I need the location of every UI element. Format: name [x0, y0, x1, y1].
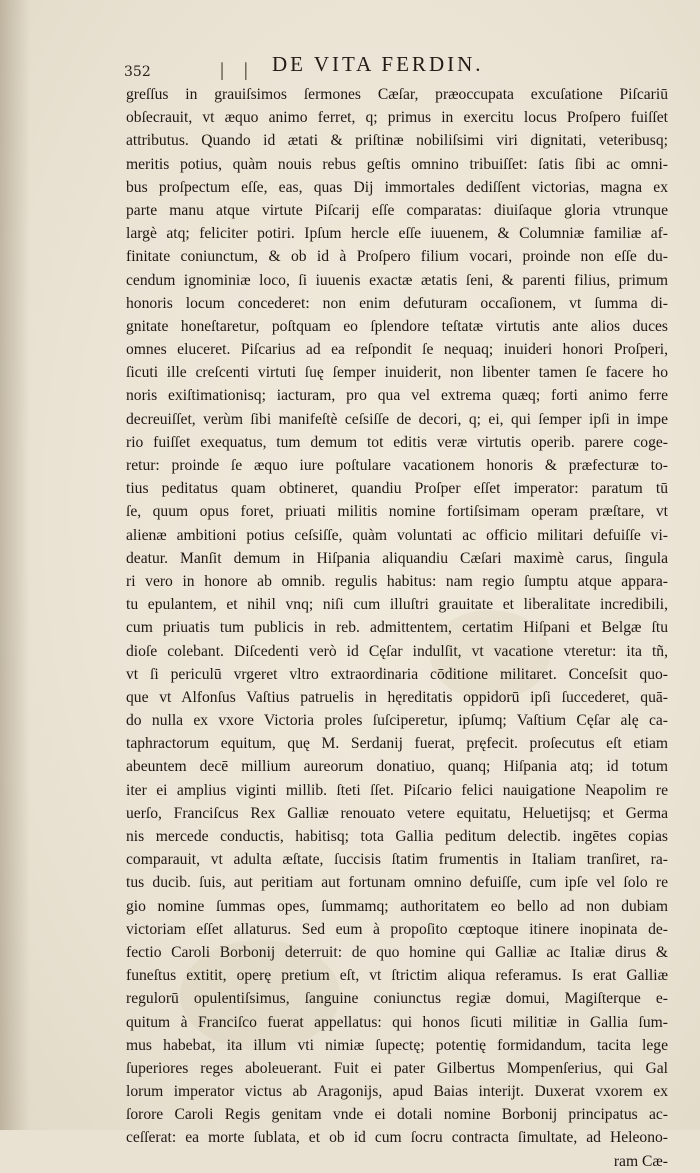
- text-line: ri vero in honore ab omnib. regulis habitus: nam regio ſumptu atque appara-: [126, 572, 668, 590]
- text-line: cum priuatis tum publicis in reb. admittentem, certatim Hiſpani et Belgæ ſtu: [126, 619, 668, 637]
- page-number: 352: [124, 64, 151, 80]
- text-line: deatur. Manſit demum in Hiſpania aliquandiu Cæſari maximè carus, ſingula: [126, 549, 668, 567]
- text-line: meritis potius, quàm nouis rebus geſtis omnino tribuiſſet: ſatis ſibi ac omni-: [126, 155, 668, 173]
- body-text: [126, 83, 668, 1173]
- text-line: bus proſpectum eſſe, eas, quas Dij immortales dediſſent victorias, magna ex: [126, 178, 668, 196]
- text-line: ſicuti ille creſcenti virtuti ſuę ſemper inuiderit, non libenter tamen ſe facere ho: [126, 364, 668, 382]
- text-line: regulorū opulentiſsimus, ſanguine coniunctus regiæ domui, Magiſterque e-: [126, 990, 668, 1008]
- text-line: vt ſi periculū vrgeret vltro extraordinaria cōditione militaret. Conceſsit quo-: [126, 665, 668, 683]
- text-line: largè atq; feliciter potiri. Ipſum hercle eſſe iuuenem, & Columniæ familiæ af-: [126, 225, 668, 243]
- text-line: tus ducib. ſuis, aut peritiam aut fortunam omnino defuiſſe, cum ipſe vel ſolo re: [126, 874, 668, 892]
- text-line: quitum à Franciſco fuerat appellatus: qui honos ſicuti militiæ in Gallia ſum-: [126, 1013, 668, 1031]
- text-line: funeſtus extitit, operę pretium eſt, vt ſtrictim aliqua referamus. Is erat Galliæ: [126, 967, 668, 985]
- text-line: cendum ignominiæ loco, ſi iuuenis exactæ ætatis ſeni, & parenti filius, primum: [126, 271, 668, 289]
- text-line: tu epulantem, et nihil vnq; niſi cum illuſtri grauitate et liberalitate incredibili,: [126, 596, 668, 614]
- text-line: greſſus in grauiſsimos ſermones Cæſar, præoccupata excuſatione Piſcariū: [126, 86, 668, 103]
- text-line: que vt Alfonſus Vaſtius patruelis in hęreditatis oppidorū ipſi ſuccederet, quā-: [126, 688, 668, 706]
- text-line: finitate coniunctum, & ob id à Proſpero filium vocari, proinde non eſſe du-: [126, 248, 668, 266]
- text-line: honoris locum concederet: non enim defuturam occaſionem, vt ſumma di-: [126, 294, 668, 312]
- text-line: ſe, quum opus foret, priuati militis nomine fortiſsimam operam præſtare, vt: [126, 503, 668, 521]
- text-line: attributus. Quando id ætati & priſtinæ nobiliſsimi viri dignitati, veteribusq;: [126, 132, 668, 150]
- text-line: iter ei amplius viginti millib. ſteti ſſet. Piſcario felici nauigatione Neapolim re: [126, 781, 668, 799]
- text-line: decreuiſſet, verùm ſibi manifeſtè ceſsiſſe de decori, q; ei, qui ſemper ipſi in impe: [126, 410, 668, 428]
- text-line: mus habebat, ita illum vti nimiæ ſupectę; potentię formidandum, tacita lege: [126, 1036, 668, 1054]
- text-line: ceſſerat: ea morte ſublata, et ob id cum ſocru contracta ſimultate, ad Heleono-: [126, 1129, 668, 1147]
- text-line: alienæ ambitioni potius ceſsiſſe, quàm voluntati ac officio militari defuiſſe vi-: [126, 526, 668, 544]
- text-line: do nulla ex vxore Victoria proles ſuſciperetur, ipſumq; Vaſtium Cęſar alę ca-: [126, 712, 668, 730]
- text-line: omnes eluceret. Piſcarius ad ea reſpondit ſe nequaq; inuideri honori Proſperi,: [126, 341, 668, 359]
- text-line: victoriam eſſet allaturus. Sed eum à propoſito cœptoque itinere inopinata de-: [126, 920, 668, 938]
- page-header: [124, 52, 664, 82]
- text-line: lorum imperator victus ab Aragonijs, apud Baias interijt. Duxerat vxorem ex: [126, 1083, 668, 1101]
- header-marks: | |: [219, 60, 255, 81]
- text-line: rio fuiſſet exequatus, tum demum tot editis veræ virtutis operib. parere coge-: [126, 433, 668, 451]
- text-line: comparauit, vt adulta æſtate, ſuccisis ſtatim frumentis in Italiam tranſiret, ra-: [126, 851, 668, 869]
- text-line: noris exiſtimationisq; iacturam, pro qua vel extrema quæq; forti animo ferre: [126, 387, 668, 405]
- text-line: retur: proinde ſe æquo iure poſtulare vacationem honoris & præfecturæ to-: [126, 457, 668, 474]
- text-line: ram Cæ-: [613, 1152, 668, 1170]
- text-line: ſuperiores reges aboleuerant. Fuit ei pater Gilbertus Mompenſerius, qui Gal: [126, 1059, 668, 1077]
- text-line: taphractorum equitum, quę M. Serdanij fuerat, pręfecit. proſecutus eſt etiam: [126, 735, 668, 753]
- text-line: gio nomine ſummas opes, ſummamq; authoritatem eo bello ad non dubiam: [126, 897, 668, 915]
- text-line: obſecrauit, vt æquo animo ferret, q; primus in exercitu locus Proſpero fuiſſet: [126, 109, 668, 127]
- text-line: tius peditatus quam obtineret, quandiu Proſper eſſet imperator: paratum tū: [126, 480, 668, 498]
- text-line: fectio Caroli Borbonij deterruit: de quo homine qui Galliæ ac Italiæ dirus &: [126, 943, 668, 961]
- gutter-shadow: [0, 0, 30, 1130]
- text-line: abeuntem decē millium aureorum donatiuo, quanq; Hiſpania atq; id totum: [126, 758, 668, 776]
- text-line: nis mercede conductis, habitisq; tota Gallia peditum delectib. ingētes copias: [126, 828, 668, 845]
- text-line: parte manu atque virtute Piſcarij eſſe comparatas: diuiſaque gloria vtrunque: [126, 201, 668, 219]
- text-line: uerſo, Franciſcus Rex Galliæ renouato vetere equitatu, Heluetijsq; et Germa: [126, 804, 668, 822]
- text-line: dioſe colebant. Diſcedenti verò id Cęſar indulſit, vt vacatione vteretur: ita tñ,: [126, 642, 668, 660]
- running-head: DE VITA FERDIN.: [272, 52, 484, 76]
- text-line: gnitate honeſtaretur, poſtquam eo ſplendore teſtatæ virtutis ante alios duces: [126, 317, 668, 335]
- text-line: ſorore Caroli Regis genitam vnde ei dotali nomine Borbonij principatus ac-: [126, 1106, 668, 1124]
